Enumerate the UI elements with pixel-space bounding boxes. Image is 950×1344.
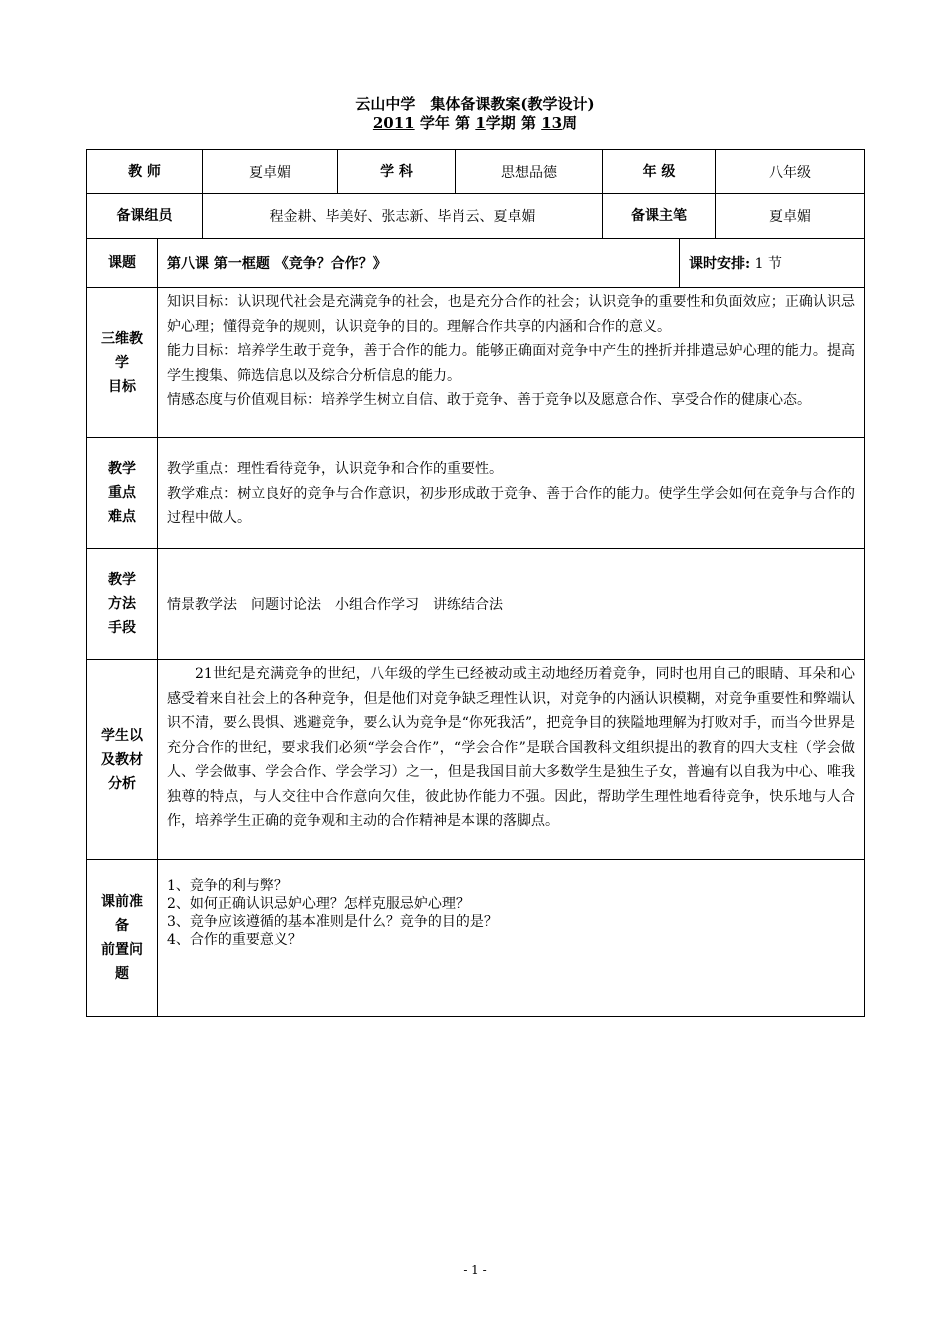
week-suffix: 周 xyxy=(562,114,578,132)
group-label: 备课组员 xyxy=(87,194,203,239)
lesson-plan-table xyxy=(86,238,865,1017)
subject-label: 学 科 xyxy=(338,150,456,194)
methods-text: 情景教学法 问题讨论法 小组合作学习 讲练结合法 xyxy=(158,549,865,660)
week-value: 13 xyxy=(541,114,563,132)
lead-value: 夏卓媚 xyxy=(716,194,865,239)
teacher-label: 教 师 xyxy=(87,150,203,194)
prep-label: 课前准 备 前置问 题 xyxy=(87,860,158,1017)
topic-label: 课题 xyxy=(87,239,158,288)
term-suffix: 学期 第 xyxy=(485,114,536,132)
analysis-text: 21世纪是充满竞争的世纪，八年级的学生已经被动或主动地经历着竞争，同时也用自己的眼睛、耳朵和心感受着来自社会上的各种竞争，但是他们对竞争缺乏理性认识，对竞争的内涵认识模糊，对竞争重要性和弊端认识不清，要么畏惧、逃避竞争，要么认为竞争是“你死我活”，把竞争目的狭隘地理解为打败对手，而当今世界是充分合作的世纪，要求我们必须“学会合作”，“学会合作”是联合国教科文组织提出的教育的四大支柱（学会做人、学会做事、学会合作、学会学习）之一，但是我国目前大多数学生是独生子女，普遍有以自我为中心、唯我独尊的特点，与人交往中合作意向欠佳，彼此协作能力不强。因此，帮助学生理性地看待竞争，快乐地与人合作，培养学生正确的竞争观和主动的合作精神是本课的落脚点。 xyxy=(158,660,865,860)
info-row-teacher xyxy=(86,149,865,239)
grade-value: 八年级 xyxy=(716,150,865,194)
page-number: - 1 - xyxy=(463,1263,487,1277)
prep-questions: 1、竞争的利与弊？ 2、如何正确认识忌妒心理？怎样克服忌妒心理？ 3、竞争应该遵循的基本准则是什么？竞争的目的是？ 4、合作的重要意义？ xyxy=(158,860,865,1017)
term-value: 1 xyxy=(475,114,486,132)
lead-label: 备课主笔 xyxy=(603,194,716,239)
analysis-label: 学生以 及教材 分析 xyxy=(87,660,158,860)
group-members: 程金耕、毕美好、张志新、毕肖云、夏卓媚 xyxy=(203,194,603,239)
subject-value: 思想品德 xyxy=(456,150,603,194)
topic-value: 第八课 第一框题 《竞争？合作？》 xyxy=(158,239,680,288)
document-title: 云山中学 集体备课教案(教学设计) xyxy=(355,95,595,113)
keypoints-label: 教学 重点 难点 xyxy=(87,438,158,549)
goals-label: 三维教 学 目标 xyxy=(87,288,158,438)
grade-label: 年 级 xyxy=(603,150,716,194)
goals-text: 知识目标：认识现代社会是充满竞争的社会，也是充分合作的社会；认识竞争的重要性和负面效应；正确认识忌妒心理；懂得竞争的规则，认识竞争的目的。理解合作共享的内涵和合作的意义。 能力目标：培养学生敢于竞争，善于合作的能力。能够正确面对竞争中产生的挫折并排遣忌妒心理的能力。提高学生搜集、筛选信息以及综合分析信息的能力。 情感态度与价值观目标：培养学生树立自信、敢于竞争、善于竞争以及愿意合作、享受合作的健康心态。 xyxy=(158,288,865,438)
hours-label: 课时安排: xyxy=(689,256,751,272)
keypoints-text: 教学重点：理性看待竞争，认识竞争和合作的重要性。 教学难点：树立良好的竞争与合作意识，初步形成敢于竞争、善于合作的能力。使学生学会如何在竞争与合作的过程中做人。 xyxy=(158,438,865,549)
year-value: 2011 xyxy=(372,114,415,132)
hours-value: 1 节 xyxy=(754,256,782,272)
term-line xyxy=(0,112,950,133)
hours-cell xyxy=(680,239,865,288)
year-suffix: 学年 第 xyxy=(419,114,471,132)
teacher-value: 夏卓媚 xyxy=(203,150,338,194)
methods-label: 教学 方法 手段 xyxy=(87,549,158,660)
